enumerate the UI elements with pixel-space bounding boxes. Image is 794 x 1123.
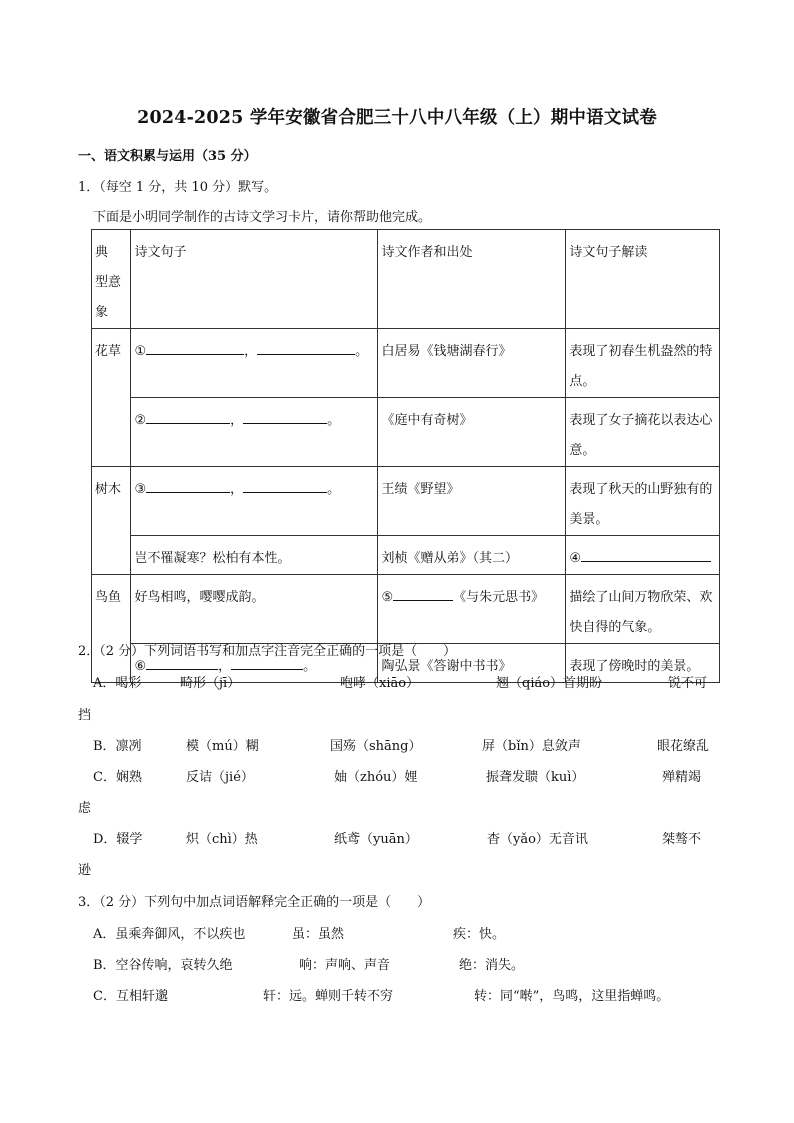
- option-c-label: C．互相轩邈: [93, 989, 168, 1004]
- option-a-word: 翘（qiáo）首期盼: [496, 676, 603, 691]
- option-b-explain: 绝：消失。: [459, 958, 525, 973]
- option-c-explain: 转：同“啭”，鸟鸣，这里指蝉鸣。: [474, 989, 670, 1004]
- source-cell: 陶弘景《答谢中书书》: [378, 644, 566, 683]
- sentence-cell: ① ， 。: [131, 329, 378, 398]
- blank-number: ①: [134, 344, 147, 359]
- option-d-word: 炽（chì）热: [186, 832, 258, 847]
- punctuation: 。: [355, 344, 369, 359]
- blank-number: ③: [134, 482, 147, 497]
- source-cell: 白居易《钱塘湖春行》: [378, 329, 566, 398]
- answer-blank[interactable]: [257, 340, 355, 355]
- option-d-label: D．辍学: [93, 832, 143, 847]
- table-row: [92, 467, 720, 536]
- answer-blank[interactable]: [243, 478, 327, 493]
- question-3-stem: 3．（2 分）下列句中加点词语解释完全正确的一项是（ ）: [78, 895, 431, 910]
- answer-blank[interactable]: [393, 586, 453, 601]
- header-cell: 典 型意象: [92, 230, 131, 329]
- header-cell: 诗文作者和出处: [378, 230, 566, 329]
- blank-number: ④: [569, 551, 582, 566]
- answer-blank[interactable]: [243, 409, 327, 424]
- page-title: 2024-2025 学年安徽省合肥三十八中八年级（上）期中语文试卷: [137, 108, 657, 128]
- header-cell: 诗文句子: [131, 230, 378, 329]
- option-b-word: 国殇（shāng）: [330, 739, 422, 754]
- answer-blank[interactable]: [146, 409, 230, 424]
- table-header-row: [92, 230, 720, 329]
- note-cell: 表现了初春生机盎然的特点。: [566, 329, 720, 398]
- option-a-label: A．喝彩: [93, 676, 142, 691]
- option-b-label: B．空谷传响，哀转久绝: [93, 958, 233, 973]
- option-c-word: 反诘（jié）: [186, 770, 254, 785]
- option-b-word: 模（mú）糊: [186, 739, 259, 754]
- note-cell: 描绘了山间万物欣荣、欢快自得的气象。: [566, 575, 720, 644]
- blank-number: ⑤: [381, 590, 394, 605]
- punctuation: 。: [327, 482, 341, 497]
- section-heading: 一、语文积累与运用（35 分）: [78, 149, 257, 164]
- source-cell: 《庭中有奇树》: [378, 398, 566, 467]
- option-c-word: 妯（zhóu）娌: [334, 770, 418, 785]
- question-1-stem: 1．（每空 1 分，共 10 分）默写。: [78, 180, 278, 195]
- source-tail: 《与朱元思书》: [453, 590, 545, 605]
- note-cell: 表现了秋天的山野独有的美景。: [566, 467, 720, 536]
- option-a-word: 畸形（jī）: [180, 676, 241, 691]
- source-cell: 刘桢《赠从弟》（其二）: [378, 536, 566, 575]
- blank-number: ②: [134, 413, 147, 428]
- answer-blank[interactable]: [146, 478, 230, 493]
- sentence-cell: 岂不罹凝寒？松柏有本性。: [131, 536, 378, 575]
- image-cell: 鸟鱼: [92, 575, 131, 683]
- option-d-wrap: 逊: [78, 863, 92, 878]
- note-cell: 表现了傍晚时的美景。: [566, 644, 720, 683]
- option-c-wrap: 虑: [78, 801, 92, 816]
- source-cell: 王绩《野望》: [378, 467, 566, 536]
- option-d-word: 纸鸢（yuān）: [334, 832, 418, 847]
- option-c-label: C．娴熟: [93, 770, 142, 785]
- option-d-word: 桀骜不: [662, 832, 702, 847]
- punctuation: 。: [303, 659, 317, 674]
- option-b-explain: 响：声响、声音: [299, 958, 391, 973]
- blank-number: ⑥: [134, 659, 147, 674]
- option-a-label: A．虽乘奔御风，不以疾也: [93, 927, 246, 942]
- header-cell: 诗文句子解读: [566, 230, 720, 329]
- sentence-cell: ③ ， 。: [131, 467, 378, 536]
- note-cell: 表现了女子摘花以表达心意。: [566, 398, 720, 467]
- answer-blank[interactable]: [146, 340, 244, 355]
- punctuation: 。: [327, 413, 341, 428]
- table-row: [92, 536, 720, 575]
- table-row: [92, 398, 720, 467]
- sentence-cell: ② ， 。: [131, 398, 378, 467]
- poem-card-table: [91, 229, 720, 683]
- image-cell: 花草: [92, 329, 131, 467]
- table-row: [92, 575, 720, 644]
- option-b-label: B．凛冽: [93, 739, 142, 754]
- source-cell: [378, 575, 566, 644]
- option-b-word: 眼花缭乱: [657, 739, 710, 754]
- option-a-word: 咆哮（xiāo）: [340, 676, 420, 691]
- option-b-word: 屏（bǐn）息敛声: [482, 739, 581, 754]
- table-row: [92, 329, 720, 398]
- sentence-cell: ⑥ ， 。: [131, 644, 378, 683]
- answer-blank[interactable]: [581, 547, 711, 562]
- option-c-explain: 轩：远。蝉则千转不穷: [263, 989, 394, 1004]
- question-2-stem: 2．（2 分）下列词语书写和加点字注音完全正确的一项是（ ）: [78, 644, 457, 659]
- option-a-word: 锐不可: [668, 676, 708, 691]
- note-cell: [566, 536, 720, 575]
- option-a-explain: 疾：快。: [453, 927, 506, 942]
- question-1-intro: 下面是小明同学制作的古诗文学习卡片，请你帮助他完成。: [93, 210, 432, 225]
- option-c-word: 振聋发聩（kuì）: [486, 770, 585, 785]
- option-a-explain: 虽：虽然: [292, 927, 345, 942]
- option-a-wrap: 挡: [78, 708, 92, 723]
- sentence-cell: 好鸟相鸣，嘤嘤成韵。: [131, 575, 378, 644]
- option-d-word: 杳（yǎo）无音讯: [487, 832, 588, 847]
- image-cell: 树木: [92, 467, 131, 575]
- option-c-word: 殚精竭: [662, 770, 702, 785]
